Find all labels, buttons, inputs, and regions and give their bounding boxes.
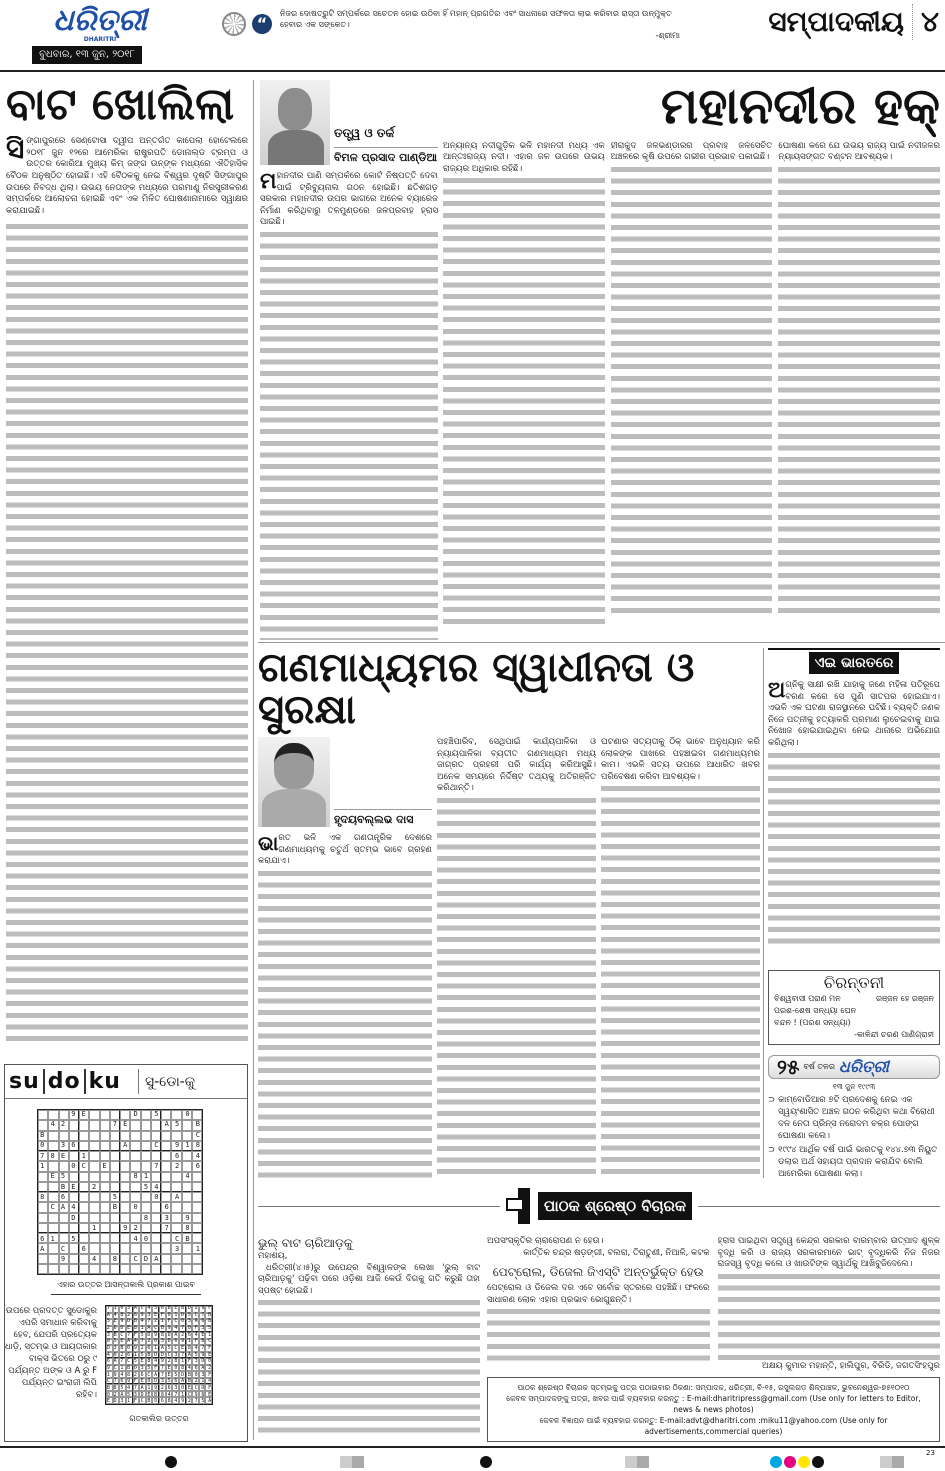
mahanadi-col-3 <box>611 141 773 641</box>
solution-row: 02A53DEB8471C96E <box>106 1391 215 1398</box>
puzzle-row: 9 4 8 CDA <box>40 1255 207 1264</box>
solution-row: B8547A192630ECDF <box>106 1384 215 1391</box>
ei-bharatare-body <box>768 680 940 962</box>
text-texture <box>437 795 596 1180</box>
poem-line: ପରଶ-ଶେଷ ସନ୍ଧ୍ୟା ଘେନ <box>774 1006 857 1015</box>
letter-col-3 <box>718 1236 941 1373</box>
author-photo <box>258 737 330 827</box>
chirantani-title: ଚିରନ୍ତନୀ <box>823 973 885 992</box>
letter-title: ପେଟ୍ରୋଲ, ଡିଜେଲ ଜିଏସ୍ଟି ଅନ୍ତର୍ଭୁକ୍ତ ହେଉ <box>492 1265 704 1280</box>
logo-subtitle: DHARITRI <box>83 36 117 43</box>
solution-row: 3BC7F5D98DA264E1 <box>106 1331 215 1338</box>
column-rule <box>253 80 254 1440</box>
masthead-divider <box>0 70 945 72</box>
section-header <box>768 4 939 40</box>
mahanadi-left <box>260 80 438 640</box>
gray-swatch-icon <box>880 1456 904 1468</box>
letters-header <box>258 1188 940 1224</box>
article-text: ହାନଦୀର ପାଣି ସମ୍ପର୍କରେ କୋର୍ଟ ନିଷ୍ପତ୍ତି ଦେବା ପାଇଁ ଟ୍ରିବ୍ୟୁନାଲ ଗଠନ ହୋଇଛି। ଛତିଶଗଡ଼ ସରକାର ମହାନଦୀର ଉପର ଭାଗରେ ଅନେକ ବ୍ୟାରେଜ ନିର୍ମାଣ କରିଥିବାରୁ ତଳମୁଣ୍ଡରେ ଜଳପ୍ରବାହ ହ୍ରାସ ପାଇଛି। <box>260 171 438 228</box>
puzzle-row <box>37 1265 206 1275</box>
puzzle-row: 42 7E A5 B <box>40 1120 207 1129</box>
media-col-2 <box>437 737 596 1180</box>
divider <box>698 1206 940 1207</box>
sudoku-box <box>4 1064 248 1442</box>
puzzle-row: 78E 1 6 4 <box>40 1151 207 1160</box>
puzzle-row: E5 81 4 <box>40 1172 207 1181</box>
editor-email: କେବଳ ସମ୍ପାଦକଙ୍କୁ ପତ୍ର, ଖବର ପାଇଁ ବ୍ୟବହାର କରନ୍ତୁ : E-mail:dharitripress@gmail.com (Use only for letters to Editor, news & news photos) <box>506 1394 921 1414</box>
mahanadi-headline: ମହାନଦୀର ହକ୍ <box>660 80 940 135</box>
solution-row: 7103AC456BE8D29F <box>106 1305 215 1311</box>
dharitri-logo: ଧରିତ୍ରୀ <box>53 4 147 38</box>
mahanadi-right <box>443 80 940 640</box>
years-number: ୨୫ <box>777 1055 800 1079</box>
ads-email: କେବଳ ବିଜ୍ଞାପନ ପାଇଁ ବ୍ୟବହାର କରନ୍ତୁ: E-mail:advt@dharitri.com :miku11@yahoo.com (Use only for advertisements,commercial queries) <box>539 1416 888 1436</box>
puzzle-row: 8 6 5 0 A <box>40 1193 207 1201</box>
sudoku-title-en <box>5 1069 139 1094</box>
drop-cap: ଅ <box>768 680 786 703</box>
quote-author: -ଶ୍ରୀମା <box>655 31 680 40</box>
registration-mark-icon <box>165 1456 177 1468</box>
postal-address: ପାଠକ ଶ୍ରେଷ୍ଠ ବିଚାରକ ସ୍ତମ୍ଭକୁ ପତ୍ର ପଠାଇବାର ଠିକଣା: ସମ୍ପାଦକ, ଧରିତ୍ରୀ, ବି-୧୫, ରସୁଲଗଡ଼ ଶିଳ୍ପାଞ୍ଚଳ, ଭୁବନେଶ୍ୱର-୭୫୧୦୧୦ <box>517 1383 910 1392</box>
article-text: ପହଞ୍ଚିପାରିବ, ସେଥିପାଇଁ କାର୍ଯ୍ୟପାଳିକା ଓ ନ୍ୟାୟପାଳିକା ବ୍ୟତୀତ ଗଣମାଧ୍ୟମ ମଧ୍ୟ ଜାଗ୍ରତ ପ୍ରହରୀ ପରି କାର୍ଯ୍ୟ କରିଆସୁଛି। ଅନେକ ସମୟରେ ନିର୍ଦ୍ଦିଷ୍ଟ ତଥ୍ୟକୁ ଅତିରଞ୍ଜିତ କରିଥାନ୍ତି। <box>437 737 596 794</box>
poem-author: -କାଳିନ୍ଦୀ ଚରଣ ପାଣିଗ୍ରାହୀ <box>854 1030 934 1039</box>
divider <box>768 648 940 650</box>
divider <box>258 1206 500 1207</box>
sudoku-puzzle-grid <box>37 1109 207 1275</box>
contact-box <box>487 1377 940 1442</box>
editorial-headline: ବାଟ ଖୋଲିଲା <box>6 82 235 130</box>
media-headline: ଗଣମାଧ୍ୟମର ସ୍ୱାଧୀନତା ଓ ସୁରକ୍ଷା <box>258 647 695 733</box>
drop-cap: ମ <box>260 171 277 194</box>
text-texture <box>258 868 432 1180</box>
article-text: ଘୋଷଣା କରେ ଯେ ଉଭୟ ରାଜ୍ୟ ପାଇଁ ନଦୀଜଳର ନ୍ୟାୟସଙ୍ଗତ ବଣ୍ଟନ ଆବଶ୍ୟକ। <box>778 140 940 163</box>
article-text: ହୀରାକୁଦ ଜଳଭଣ୍ଡାରର ପ୍ରବାହ ଜଳସେଚିତ ଅଞ୍ଚଳରେ କୃଷି ଉପରେ ଗଭୀର ପ୍ରଭାବ ପକାଇଛି। <box>610 140 773 163</box>
letter-author: କାର୍ତ୍ତିକ ଚନ୍ଦ୍ର ଷଡ଼ଙ୍ଗୀ, ବଲରା, ତିରାତୁଣୀ, ନିଆଳି, କଟକ <box>523 1247 710 1258</box>
text-texture <box>6 221 248 1041</box>
section-title: ସମ୍ପାଦକୀୟ <box>768 5 905 38</box>
item-text: ୧୯୯୪ ଆର୍ଥିକ ବର୍ଷ ପାଇଁ ଭାରତକୁ ୧୪୪.୭୩ ନିୟୁତ ଡଲାର ଅର୍ଥ ସହାୟତା ପ୍ରଦାନ କରାଯିବ ବୋଲି ଆମେରିକା ଘୋଷଣା କଲା। <box>778 1145 938 1179</box>
poem-line: ରଞ୍ଜନ ହେ ରଞ୍ଜନ <box>876 994 934 1003</box>
years-label: ବର୍ଷ ତଳର <box>803 1062 835 1071</box>
author-byline: ହୃଦୟବଲ୍ଲଭ ଦାସ <box>334 809 432 827</box>
editorial-body <box>6 136 248 1050</box>
author-byline: ବିମଳ ପ୍ରସାଦ ପାଣ୍ଡିଆ <box>334 147 438 165</box>
item-text: କାମ୍ବୋଡିଆର ୭ଟି ପ୍ରଦେଶକୁ ନେଇ ଏକ ସ୍ୱୟଂଶାସିତ ଅଞ୍ଚଳ ଗଠନ କରିଥିବା କଥା ବିରୋଧୀ ଦଳ ନେତା ପ୍ରିନ୍ସ ନରୋଦମ ଚକ୍ର ପୋଙ୍ଗ ଘୋଷଣା କଲେ। <box>778 1095 935 1141</box>
letters-right <box>487 1236 940 1442</box>
media-col-1 <box>258 833 432 1180</box>
dharitri-logo: ଧରିତ୍ରୀ <box>838 1057 889 1076</box>
letter-1-body <box>258 1251 480 1440</box>
solution-row: A482693EF01D5C7B <box>106 1311 215 1318</box>
right-sidebar <box>768 648 940 1180</box>
column-name: ତତ୍ତ୍ୱ ଓ ତର୍କ <box>334 126 395 140</box>
author-photo <box>260 80 330 165</box>
quote-of-day: ନିଜର ଦୋଷତ୍ରୁଟି ସମ୍ପର୍କରେ ସଚେତନ ହୋଇ ଉଠିବା ହିଁ ମହାନ୍ ପ୍ରଗତିର ଏବଂ ସାଧନାରେ ସଫଳତା ଲାଭ କରିବାର ରାସ୍ତା ଉନ୍ମୁକ୍ତ ହେବାର ଏକ ସଙ୍କେତ। <box>280 9 672 29</box>
solution-label: ଗତକାଲିର ଉତ୍ତର <box>129 1414 189 1423</box>
solution-row: 26DE81ACB9470F35 <box>106 1324 215 1331</box>
media-article <box>258 647 760 1180</box>
article-text: ରତ ଭଳି ଏକ ଗଣତାନ୍ତ୍ରିକ ଦେଶରେ ଗଣମାଧ୍ୟମକୁ ଚତୁର୍ଥ ସ୍ତମ୍ଭ ଭାବେ ଗ୍ରହଣ କରାଯାଏ। <box>258 833 432 867</box>
title-part: ku <box>88 1069 121 1094</box>
title-part: do <box>47 1069 81 1094</box>
letter-text: ପେଟ୍ରୋଲ ଓ ଡିଜେଲ ଦର ଏବେ ସର୍ବୋଚ୍ଚ ସ୍ତରରେ ପହଞ୍ଚିଛି। ଫଳରେ ସାଧାରଣ ଲୋକ ଏହାର ପ୍ରଭାବ ଭୋଗୁଛନ୍ତି। <box>487 1283 710 1305</box>
puzzle-row: 9E D 5 0 <box>40 1110 207 1118</box>
text-texture <box>601 783 760 1180</box>
letter-text: ହ୍ରାସ ପାଇଥିବା ସତ୍ତ୍ୱେ କେନ୍ଦ୍ର ସରକାର ବାରମ୍ବାର ଉତ୍ପାଦ ଶୁଳ୍କ ବୃଦ୍ଧି କରି ଓ ରାଜ୍ୟ ସରକାରମାନେ ଭାଟ୍ ବୃଦ୍ଧିକରି ନିଜ ନିଜର ରାଜସ୍ୱ ବୃଦ୍ଧି କଲେ ଓ ଖାଉଟିଙ୍କ ସ୍ୱାର୍ଥକୁ ଆଖିବୁଜିଦେଲେ। <box>717 1236 940 1270</box>
text-texture <box>487 1306 710 1366</box>
puzzle-row: BE 2 54 <box>40 1182 207 1191</box>
divider <box>258 642 945 643</box>
registration-mark-icon <box>480 1456 492 1468</box>
letter-text: ଅପସଂସ୍କୃତିର ଚାରାରୋପଣ ନ ହେଉ। <box>487 1236 604 1246</box>
solution-row: 402615BDDC37A59E <box>106 1351 215 1358</box>
poem-line: ବିଶ୍ୱବାସୀ ପରାଣ ମନ <box>774 994 841 1003</box>
chirantani-box <box>768 970 940 1045</box>
letters-section-title: ପାଠକ ଶ୍ରେଷ୍ଠ ବିଚାରକ <box>538 1192 692 1220</box>
puzzle-row: CA4 B 0 6 <box>40 1203 207 1212</box>
answer-note: ଏହାର ଉତ୍ତର ଆସନ୍ତାକାଲି ପ୍ରକାଶ ପାଇବ <box>57 1280 195 1289</box>
sudoku-title-or: ସୁ-ଡୋ-କୁ <box>145 1073 196 1090</box>
letter-title: ଭୁଲ୍ ବାଟ ଚାରିଆଡ଼କୁ <box>258 1236 353 1250</box>
puzzle-row: 1 92 7 8 <box>40 1224 207 1233</box>
print-page-number: 23 <box>926 1449 935 1457</box>
mahanadi-col-4 <box>778 141 940 641</box>
black-mark-icon <box>812 1456 824 1468</box>
page-number: ୪ <box>912 4 939 40</box>
gray-swatch-icon <box>625 1456 649 1468</box>
solution-row: 5E9DB4721FC03A68 <box>106 1318 215 1325</box>
magenta-mark-icon <box>784 1456 796 1468</box>
solution-row: D3B09261A5CE847F <box>106 1344 215 1351</box>
mahanadi-col-2 <box>443 141 605 641</box>
mailbox-icon <box>506 1188 532 1224</box>
editorial-text: ଙ୍ଗାପୁରରେ ସେଣ୍ଟୋସା ଦ୍ୱୀପ ଅନ୍ତର୍ଗତ କାପେଲା ହୋଟେଲରେ ୨୦୧୮ ଜୁନ ୧୨ରେ ଆମେରିକା ରାଷ୍ଟ୍ରପତି ଡୋନାଲ୍ଡ ଟ୍ରମ୍ପ ଓ ଉତ୍ତର କୋରିଆ ମୁଖ୍ୟ କିମ୍ ଜଙ୍ଗ ଉନ୍ଙ୍କ ମଧ୍ୟରେ ଐତିହାସିକ ବୈଠକ ଅନୁଷ୍ଠିତ ହୋଇଛି। ଏହି ବୈଠକକୁ ନେଇ ବିଶ୍ୱର ଦୃଷ୍ଟି ସିଙ୍ଗାପୁର ଉପରେ ନିବଦ୍ଧ ଥିଲା। ଉଭୟ ନେତାଙ୍କ ମଧ୍ୟରେ ପରମାଣୁ ନିରସ୍ତ୍ରୀକରଣ ସମ୍ପର୍କରେ ଆଲୋଚନା ହୋଇଛି ଏବଂ ଏକ ମିଳିତ ଘୋଷଣାନାମାରେ ସ୍ୱାକ୍ଷର କରାଯାଇଛି। <box>6 136 248 216</box>
solution-row: 194826CA7E5DB03F <box>106 1371 215 1378</box>
sudoku-solution-grid <box>105 1305 213 1405</box>
text-texture <box>778 164 940 614</box>
bullet-icon: ⊃ <box>768 1145 776 1155</box>
solution-row: ED31FCB06849275A <box>106 1398 215 1405</box>
puzzle-row: 61 5 40 CB <box>40 1234 207 1243</box>
bullet-icon: ⊃ <box>768 1095 776 1105</box>
drop-cap: ଭା <box>258 833 279 855</box>
column-rule <box>763 648 764 1178</box>
years-ago-list <box>768 1094 940 1180</box>
puzzle-row: D 8 3 9 <box>40 1213 207 1222</box>
sudoku-instructions: ଉପରେ ପ୍ରଦତ୍ତ ସୁଡୋକୁର ଏପରି ସମାଧାନ କରିବାକୁ ହେବ, ଯେପରି ପ୍ରତ୍ୟେକ ଧାଡ଼ି, ସ୍ତମ୍ଭ ଓ ଆୟତାକାର ବାକ୍ସ ଭିତରେ ୦ରୁ ୯ ପର୍ଯ୍ୟନ୍ତ ଅଙ୍କ ଓ A ରୁ F ପର୍ଯ୍ୟନ୍ତ ଇଂରାଜୀ ଲିପି ରହିବ। <box>5 1306 97 1400</box>
article-text: ଘଟଣାର ସତ୍ୟତାକୁ ଠିକ୍ ଭାବେ ଅନୁଧ୍ୟାନ କରି ଲୋକଙ୍କ ପାଖରେ ପହଞ୍ଚାଇବା ଗଣମାଧ୍ୟମର କାମ। ଏଭଳି ସତ୍ୟ ଉପରେ ଆଧାରିତ ଖବର ପରିବେଷଣ କରିବା ଆବଶ୍ୟକ। <box>601 737 760 782</box>
divider <box>51 1294 201 1295</box>
puzzle-row: A C 6 3 1 <box>40 1244 207 1253</box>
mahanadi-col-1 <box>260 171 438 640</box>
puzzle-row: 0 36 A C 918 <box>40 1141 207 1150</box>
issue-date: ବୁଧବାର, ୧୩ ଜୁନ, ୨୦୧୮ <box>32 46 142 64</box>
letter-1 <box>258 1236 480 1440</box>
text-texture <box>611 164 773 614</box>
editorial <box>6 82 248 1050</box>
puzzle-row: B C <box>40 1130 207 1139</box>
quote-block <box>280 8 680 41</box>
text-texture <box>718 1271 941 1362</box>
article-text: ଗ୍ନିକୁ ସାକ୍ଷୀ ରଖି ଯାହାକୁ ଜଣେ ମହିଳା ପତିରୂପେ ବରଣ କରେ ସେ ପୁଣି ସାତପର ହୋଇଯାଏ। ଏଭଳି ଏକ ଘଟଣା ରାଜସ୍ଥାନରେ ଘଟିଛି। ବ୍ୟକ୍ତି ଜଣକ ନିଜେ ପତ୍ନୀକୁ ହତ୍ୟାକରି ପ୍ରମାଣ ଲୁଚେଇବାକୁ ଯାଇ ନିଖୋଜ ହୋଇଯାଇଥିବା ନେଇ ଥାନାରେ ଅଭିଯୋଗ କରିଥିଲା। <box>768 680 940 748</box>
footer-rule <box>0 1446 945 1448</box>
gray-swatch-icon <box>340 1456 364 1468</box>
letter-author: ଅକ୍ଷୟ କୁମାର ମହାନ୍ତି, ହାଲିପୁର, ବିରିଡି, ଜଗତସିଂହପୁର <box>762 1361 940 1372</box>
salutation: ମହାଶୟ, <box>258 1251 288 1261</box>
article-text: ଅନ୍ୟାନ୍ୟ ନଦୀଗୁଡ଼ିକ ଭଳି ମହାନଦୀ ମଧ୍ୟ ଏକ ଆନ୍ତଃରାଜ୍ୟ ନଦୀ। ଏହାର ଜଳ ଉପରେ ଉଭୟ ରାଜ୍ୟର ଅଧିକାର ରହିଛି। <box>443 140 605 174</box>
solution-row: C769FE0D356AB214 <box>106 1378 215 1385</box>
quote-icon: “ <box>252 14 272 34</box>
text-texture <box>768 750 940 950</box>
media-left <box>258 737 432 1180</box>
letter-text: ଧରିତ୍ରୀ(୪।୫)ରୁ ଉପେନ୍ଦ୍ର ବିଶ୍ୱାଳଙ୍କ ଲେଖା 'ଭୁଲ୍ ବାଟ ଚାରିଆଡ଼କୁ' ପଢ଼ିବା ପରେ ଓଡ଼ିଶା ଆଜି କେଉଁ ଦିଗକୁ ଗତି କରୁଛି ତାହା ସ୍ପଷ୍ଟ ହୋଇଛି। <box>258 1262 480 1296</box>
years-ago-banner <box>768 1055 940 1079</box>
text-texture <box>258 1297 480 1437</box>
title-part: su <box>9 1069 40 1094</box>
cyan-mark-icon <box>770 1456 782 1468</box>
media-col-3 <box>601 737 760 1180</box>
yellow-mark-icon <box>798 1456 810 1468</box>
letter-col-2 <box>487 1236 710 1373</box>
solution-row: 85EA47203D691FBC <box>106 1338 215 1345</box>
list-item <box>768 1144 940 1180</box>
solution-row: 9C1B035F7E0846A2 <box>106 1364 215 1371</box>
poem-line: ବନ୍ଦନ ! (ପରଶ ସନ୍ଧ୍ୟା) <box>774 1018 851 1027</box>
list-item <box>768 1094 940 1142</box>
text-texture <box>443 175 605 625</box>
ei-bharatare-title: ଏଇ ଭାରତରେ <box>809 652 900 674</box>
text-texture <box>260 229 438 640</box>
drop-cap: ସି <box>6 136 25 166</box>
solution-row: 6A7C5E849281F3D0 <box>106 1358 215 1365</box>
wheel-emblem-icon <box>222 12 246 36</box>
puzzle-row: 1 0C E 7 2 6 <box>40 1161 207 1170</box>
years-ago-date: ୧୩ ଜୁନ ୧୯୯୩ <box>832 1082 876 1091</box>
